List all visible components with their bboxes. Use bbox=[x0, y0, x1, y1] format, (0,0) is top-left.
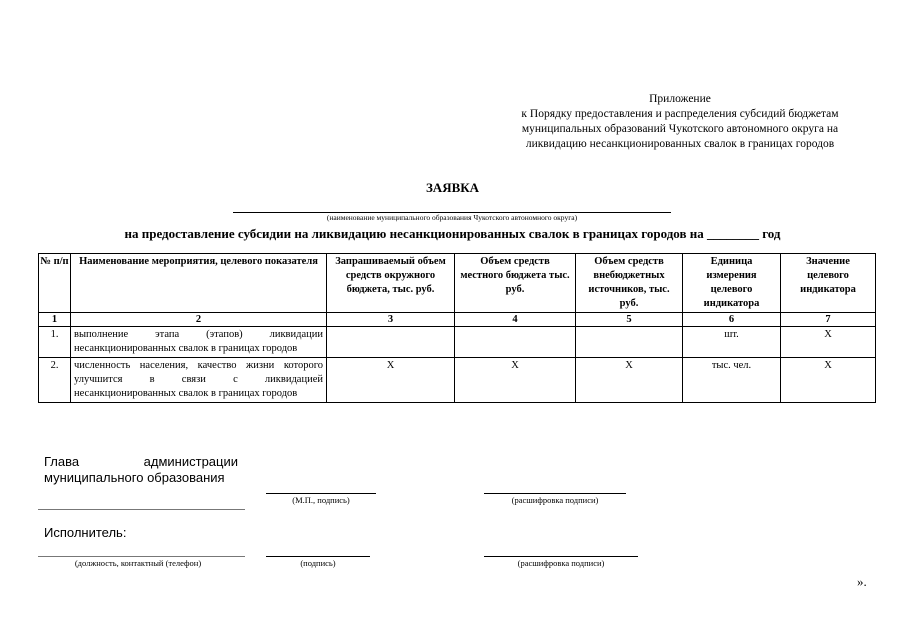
row-unit: шт. bbox=[683, 327, 781, 358]
row-extrabudgetary bbox=[576, 327, 683, 358]
row-number: 2. bbox=[39, 358, 71, 403]
row-regional-budget bbox=[327, 327, 455, 358]
head-word-administration: администрации bbox=[143, 454, 238, 469]
executor-decode-caption: (расшифровка подписи) bbox=[517, 558, 605, 568]
table-row bbox=[39, 358, 876, 403]
document-subtitle: на предоставление субсидии на ликвидацию несанкционированных свалок в границах городов на ________ год bbox=[124, 226, 781, 241]
appendix-line-2: муниципальных образований Чукотского автономного округа на bbox=[521, 123, 839, 135]
row-name: выполнение этапа (этапов) ликвидации несанкционированных свалок в границах городов bbox=[71, 327, 327, 358]
row-value: Х bbox=[781, 358, 876, 403]
appendix-line-1: к Порядку предоставления и распределения субсидий бюджетам bbox=[521, 108, 839, 120]
table-header-row bbox=[39, 254, 876, 313]
executor-position-line bbox=[38, 556, 245, 557]
mp-signature-caption: (М.П., подпись) bbox=[292, 495, 350, 505]
row-value: Х bbox=[781, 327, 876, 358]
head-word-glava: Глава bbox=[44, 454, 80, 469]
column-number: 3 bbox=[327, 313, 455, 327]
header-number: № п/п bbox=[39, 254, 71, 313]
column-number: 7 bbox=[781, 313, 876, 327]
head-decode-caption: (расшифровка подписи) bbox=[511, 495, 599, 505]
executor-signature-caption: (подпись) bbox=[300, 558, 336, 568]
row-local-budget bbox=[455, 327, 576, 358]
head-title-line-2: муниципального образования bbox=[44, 470, 225, 485]
document-title: ЗАЯВКА bbox=[425, 180, 480, 195]
row-local-budget: Х bbox=[455, 358, 576, 403]
header-extrabudgetary: Объем средств внебюджетных источников, тыс. руб. bbox=[576, 254, 683, 313]
executor-signature-line bbox=[266, 556, 370, 557]
executor-decode-line bbox=[484, 556, 638, 557]
header-name: Наименование мероприятия, целевого показателя bbox=[71, 254, 327, 313]
head-title-line-1 bbox=[44, 454, 238, 470]
row-extrabudgetary: Х bbox=[576, 358, 683, 403]
appendix-block bbox=[470, 92, 890, 152]
municipality-name-caption: (наименование муниципального образования Чукотского автономного округа) bbox=[326, 213, 578, 222]
header-unit: Единица измерения целевого индикатора bbox=[683, 254, 781, 313]
executor-label: Исполнитель: bbox=[44, 525, 127, 540]
row-number: 1. bbox=[39, 327, 71, 358]
head-decode-line bbox=[484, 493, 626, 494]
column-number: 6 bbox=[683, 313, 781, 327]
head-signature-line bbox=[266, 493, 376, 494]
column-number: 5 bbox=[576, 313, 683, 327]
header-local-budget: Объем средств местного бюджета тыс. руб. bbox=[455, 254, 576, 313]
head-name-line bbox=[38, 509, 245, 510]
column-number-row bbox=[39, 313, 876, 327]
column-number: 2 bbox=[71, 313, 327, 327]
header-regional-budget: Запрашиваемый объем средств окружного бюджета, тыс. руб. bbox=[327, 254, 455, 313]
appendix-heading: Приложение bbox=[649, 93, 711, 105]
row-regional-budget: Х bbox=[327, 358, 455, 403]
row-unit: тыс. чел. bbox=[683, 358, 781, 403]
table-row bbox=[39, 327, 876, 358]
header-value: Значение целевого индикатора bbox=[781, 254, 876, 313]
closing-quote-mark: ». bbox=[857, 574, 867, 589]
appendix-line-3: ликвидацию несанкционированных свалок в границах городов bbox=[525, 138, 835, 150]
row-name: численность населения, качество жизни которого улучшится в связи с ликвидацией несанкционированных свалок в границах городов bbox=[71, 358, 327, 403]
column-number: 1 bbox=[39, 313, 71, 327]
column-number: 4 bbox=[455, 313, 576, 327]
executor-position-caption: (должность, контактный (телефон) bbox=[74, 558, 202, 568]
subsidy-request-table bbox=[38, 253, 876, 403]
